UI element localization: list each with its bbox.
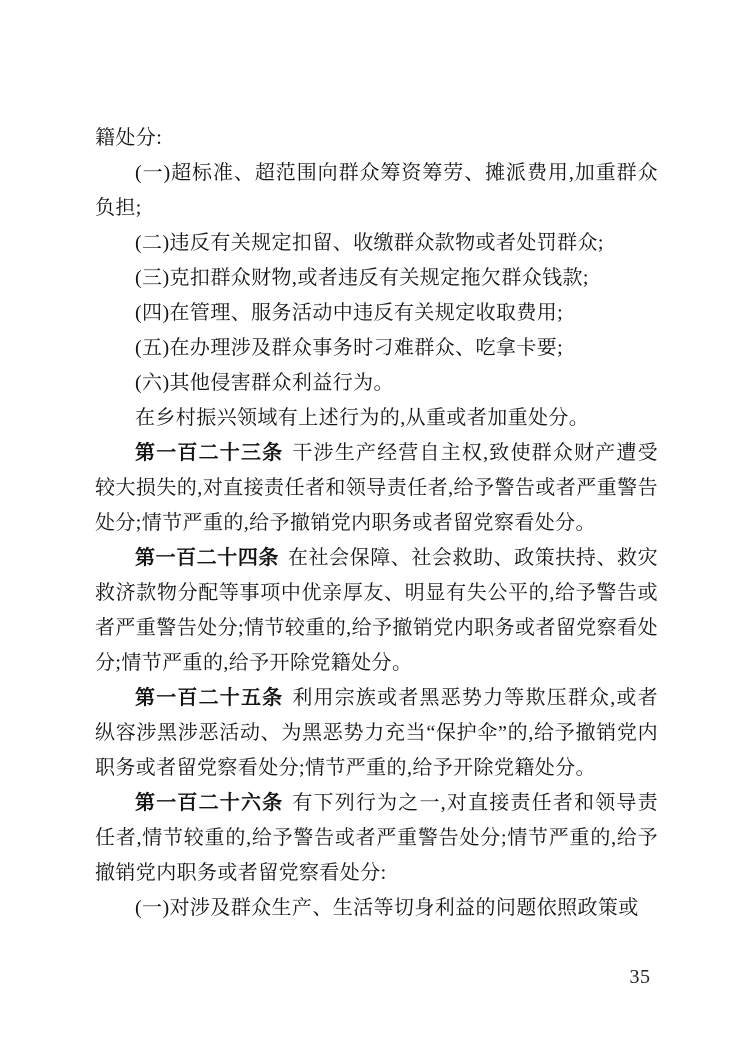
document-body [95,121,658,926]
article-number: 第一百二十五条 [135,687,284,709]
paragraph: 第一百二十五条 利用宗族或者黑恶势力等欺压群众,或者纵容涉黑涉恶活动、为黑恶势力充当“保护伞”的,给予撤销党内职务或者留党察看处分;情节严重的,给予开除党籍处分。 [95,687,658,779]
paragraph: 第一百二十六条 有下列行为之一,对直接责任者和领导责任者,情节较重的,给予警告或者严重警告处分;情节严重的,给予撤销党内职务或者留党察看处分: [95,792,658,884]
paragraph: (四)在管理、服务活动中违反有关规定收取费用; [135,302,564,324]
paragraph: (二)违反有关规定扣留、收缴群众款物或者处罚群众; [135,232,604,254]
page-number: 35 [629,966,651,988]
paragraph: (一)对涉及群众生产、生活等切身利益的问题依照政策或 [135,897,639,919]
paragraph: (六)其他侵害群众利益行为。 [135,372,394,394]
paragraph: 在乡村振兴领域有上述行为的,从重或者加重处分。 [135,407,590,429]
article-number: 第一百二十三条 [135,442,284,464]
paragraph: (五)在办理涉及群众事务时刁难群众、吃拿卡要; [135,337,564,359]
paragraph: 籍处分: [95,127,163,149]
paragraph: (一)超标准、超范围向群众筹资筹劳、摊派费用,加重群众负担; [95,162,658,219]
article-number: 第一百二十六条 [135,792,284,814]
paragraph: 第一百二十四条 在社会保障、社会救助、政策扶持、救灾救济款物分配等事项中优亲厚友、明显有失公平的,给予警告或者严重警告处分;情节较重的,给予撤销党内职务或者留党察看处分;情节严重的,给予开除党籍处分。 [95,547,658,674]
paragraph: 第一百二十三条 干涉生产经营自主权,致使群众财产遭受较大损失的,对直接责任者和领导责任者,给予警告或者严重警告处分;情节严重的,给予撤销党内职务或者留党察看处分。 [95,442,658,534]
paragraph: (三)克扣群众财物,或者违反有关规定拖欠群众钱款; [135,267,589,289]
article-number: 第一百二十四条 [135,547,279,569]
